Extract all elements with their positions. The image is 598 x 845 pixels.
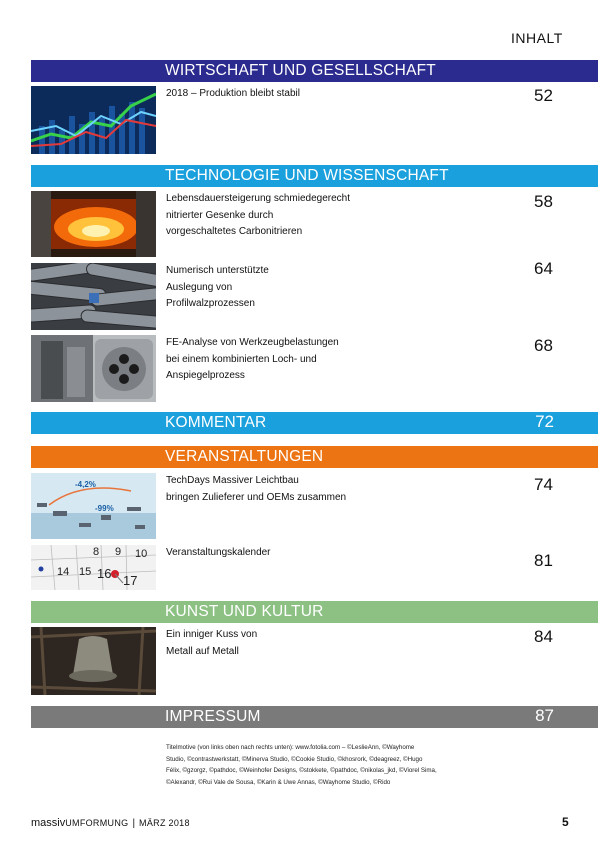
- section-page-number: 87: [535, 706, 554, 725]
- footer-separator: |: [132, 818, 136, 829]
- entry-line: Auslegung von: [166, 281, 233, 293]
- calendar-number: 8: [93, 546, 100, 558]
- section-title: KUNST UND KULTUR: [165, 603, 324, 620]
- entry-line: TechDays Massiver Leichtbau: [166, 475, 299, 486]
- entry-page-number[interactable]: 84: [534, 627, 553, 646]
- entry-page-number[interactable]: 81: [534, 551, 553, 570]
- section-title: IMPRESSUM: [165, 708, 261, 725]
- credit-line: Félix, ©gzorgz, ©pathdoc, ©Weinhofer Designs, ©stokkete, ©pathdoc, ©nikolas_jkd, ©Viorel Sima,: [166, 767, 437, 774]
- calendar-number: 14: [57, 566, 70, 578]
- brand-name-a: massiv: [31, 817, 66, 829]
- page-number: 5: [562, 815, 569, 829]
- entry-line: Ein inniger Kuss von: [166, 629, 258, 640]
- entry-page-number[interactable]: 52: [534, 86, 553, 105]
- credit-line: Studio, ©contrastwerkstatt, ©Minerva Studio, ©Cookie Studio, ©khosrork, ©deagreez, ©Hugo: [166, 755, 423, 763]
- credit-line: ©Alexandr, ©Rui Vale de Sousa, ©Karin & Uwe Annas, ©Wayhome Studio, ©Rido: [166, 778, 391, 786]
- inhalt-label: INHALT: [511, 30, 563, 46]
- thumb-bell: [31, 627, 156, 695]
- entry-page-number[interactable]: 64: [534, 259, 553, 278]
- image-credits: [166, 742, 476, 788]
- entry-title[interactable]: [166, 545, 396, 562]
- credit-line: Titelmotive (von links oben nach rechts unten): www.fotolia.com – ©LeslieAnn, ©Wayhome: [166, 744, 415, 751]
- thumb-percent-a: -4,2%: [75, 480, 96, 489]
- thumb-steel-rods: [31, 263, 156, 330]
- entry-line: bei einem kombinierten Loch- und: [166, 353, 317, 365]
- entry-line: Metall auf Metall: [166, 645, 239, 657]
- entry-title[interactable]: [166, 86, 396, 103]
- thumb-furnace: [31, 191, 156, 257]
- entry-title[interactable]: [166, 473, 396, 506]
- entry-page-number[interactable]: 58: [534, 192, 553, 211]
- entry-line: Lebensdauersteigerung schmiedegerecht: [166, 193, 351, 204]
- thumb-stock-chart: [31, 86, 156, 154]
- entry-line: vorgeschaltetes Carbonitrieren: [166, 226, 303, 237]
- entry-line: Numerisch unterstützte: [166, 265, 269, 276]
- thumb-lightweight-parts: [31, 473, 156, 539]
- issue-date: MÄRZ 2018: [139, 818, 190, 828]
- section-bar-wirtschaft[interactable]: [31, 60, 598, 82]
- calendar-number: 17: [123, 573, 138, 588]
- calendar-number: 15: [79, 566, 92, 578]
- entry-page-number[interactable]: 74: [534, 475, 553, 494]
- entry-line: 2018 – Produktion bleibt stabil: [166, 88, 300, 99]
- footer: [31, 817, 190, 829]
- section-bar-kommentar[interactable]: [31, 412, 598, 434]
- entry-title[interactable]: [166, 627, 396, 660]
- entry-title[interactable]: [166, 335, 396, 385]
- brand-name-b: UMFORMUNG: [65, 818, 129, 828]
- entry-line: nitrierter Gesenke durch: [166, 209, 274, 221]
- section-bar-veranstaltungen[interactable]: [31, 446, 598, 468]
- entry-line: Profilwalzprozessen: [166, 298, 255, 309]
- thumb-percent-b: -99%: [95, 504, 114, 513]
- section-title: VERANSTALTUNGEN: [165, 448, 324, 465]
- section-title: TECHNOLOGIE UND WISSENSCHAFT: [165, 167, 449, 184]
- section-page-number: 72: [535, 412, 554, 431]
- thumb-calendar: [31, 545, 156, 590]
- entry-line: FE-Analyse von Werkzeugbelastungen: [166, 337, 339, 348]
- entry-page-number[interactable]: 68: [534, 336, 553, 355]
- calendar-number: 10: [135, 548, 148, 560]
- entry-line: bringen Zulieferer und OEMs zusammen: [166, 491, 347, 503]
- entry-title[interactable]: [166, 191, 396, 241]
- calendar-number: 16: [97, 566, 112, 581]
- entry-title[interactable]: [166, 263, 396, 313]
- section-bar-impressum[interactable]: [31, 706, 598, 728]
- entry-line: Veranstaltungskalender: [166, 547, 271, 558]
- section-title: WIRTSCHAFT UND GESELLSCHAFT: [165, 62, 436, 79]
- thumb-tool-parts: [31, 335, 156, 402]
- entry-line: Anspiegelprozess: [166, 370, 245, 381]
- section-title: KOMMENTAR: [165, 414, 267, 431]
- calendar-number: 9: [115, 546, 122, 558]
- section-bar-technologie[interactable]: [31, 165, 598, 187]
- section-bar-kunst[interactable]: [31, 601, 598, 623]
